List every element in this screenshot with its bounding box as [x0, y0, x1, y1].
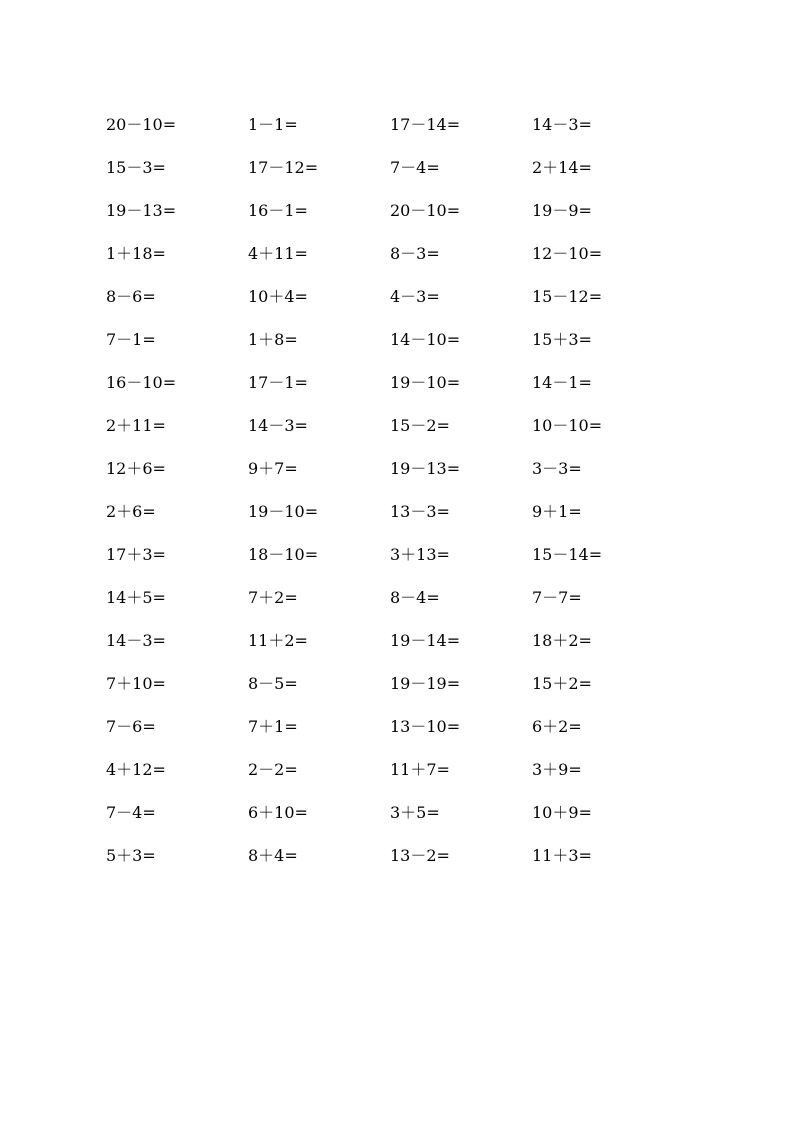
- math-problem: 14－10=: [390, 329, 461, 349]
- math-problem: 12－10=: [532, 243, 603, 263]
- problem-row: [106, 791, 706, 834]
- math-problem: 10＋9=: [532, 802, 592, 822]
- math-problem: 4＋12=: [106, 759, 166, 779]
- math-problem: 17－14=: [390, 114, 461, 134]
- problem-row: [106, 404, 706, 447]
- math-problem: 16－1=: [248, 200, 308, 220]
- math-problem: 14－3=: [532, 114, 592, 134]
- problem-row: [106, 834, 706, 877]
- problem-row: [106, 189, 706, 232]
- math-problem: 13－10=: [390, 716, 461, 736]
- math-problem: 3－3=: [532, 458, 582, 478]
- problem-row: [106, 318, 706, 361]
- math-problem: 8＋4=: [248, 845, 298, 865]
- math-problem: 8－3=: [390, 243, 440, 263]
- math-problem: 1＋8=: [248, 329, 298, 349]
- math-problem: 18＋2=: [532, 630, 592, 650]
- arithmetic-worksheet: [106, 103, 706, 877]
- math-problem: 19－14=: [390, 630, 461, 650]
- math-problem: 10－10=: [532, 415, 603, 435]
- math-problem: 2＋6=: [106, 501, 156, 521]
- math-problem: 5＋3=: [106, 845, 156, 865]
- math-problem: 19－13=: [390, 458, 461, 478]
- math-problem: 3＋9=: [532, 759, 582, 779]
- math-problem: 15－12=: [532, 286, 603, 306]
- math-problem: 19－19=: [390, 673, 461, 693]
- problem-row: [106, 619, 706, 662]
- problem-row: [106, 103, 706, 146]
- math-problem: 17－12=: [248, 157, 319, 177]
- math-problem: 2＋11=: [106, 415, 166, 435]
- math-problem: 13－3=: [390, 501, 450, 521]
- problem-row: [106, 748, 706, 791]
- math-problem: 1＋18=: [106, 243, 166, 263]
- math-problem: 7＋2=: [248, 587, 298, 607]
- math-problem: 9＋7=: [248, 458, 298, 478]
- math-problem: 14－3=: [248, 415, 308, 435]
- math-problem: 15－3=: [106, 157, 166, 177]
- math-problem: 2＋14=: [532, 157, 592, 177]
- problem-row: [106, 447, 706, 490]
- problem-row: [106, 490, 706, 533]
- math-problem: 10＋4=: [248, 286, 308, 306]
- math-problem: 7－4=: [390, 157, 440, 177]
- math-problem: 13－2=: [390, 845, 450, 865]
- math-problem: 14－1=: [532, 372, 592, 392]
- math-problem: 6＋10=: [248, 802, 308, 822]
- math-problem: 15－2=: [390, 415, 450, 435]
- math-problem: 14＋5=: [106, 587, 166, 607]
- math-problem: 2－2=: [248, 759, 298, 779]
- problem-row: [106, 533, 706, 576]
- math-problem: 8－4=: [390, 587, 440, 607]
- problem-row: [106, 576, 706, 619]
- math-problem: 7－4=: [106, 802, 156, 822]
- math-problem: 19－13=: [106, 200, 177, 220]
- math-problem: 15＋3=: [532, 329, 592, 349]
- math-problem: 4＋11=: [248, 243, 308, 263]
- math-problem: 15－14=: [532, 544, 603, 564]
- math-problem: 7＋1=: [248, 716, 298, 736]
- math-problem: 17＋3=: [106, 544, 166, 564]
- math-problem: 7＋10=: [106, 673, 166, 693]
- math-problem: 11＋2=: [248, 630, 308, 650]
- math-problem: 7－7=: [532, 587, 582, 607]
- math-problem: 7－1=: [106, 329, 156, 349]
- problem-row: [106, 662, 706, 705]
- math-problem: 11＋7=: [390, 759, 450, 779]
- math-problem: 1－1=: [248, 114, 298, 134]
- math-problem: 3＋5=: [390, 802, 440, 822]
- math-problem: 8－6=: [106, 286, 156, 306]
- math-problem: 19－9=: [532, 200, 592, 220]
- math-problem: 19－10=: [248, 501, 319, 521]
- math-problem: 11＋3=: [532, 845, 592, 865]
- problem-row: [106, 275, 706, 318]
- math-problem: 17－1=: [248, 372, 308, 392]
- math-problem: 9＋1=: [532, 501, 582, 521]
- problem-row: [106, 146, 706, 189]
- math-problem: 6＋2=: [532, 716, 582, 736]
- math-problem: 14－3=: [106, 630, 166, 650]
- math-problem: 20－10=: [106, 114, 177, 134]
- math-problem: 3＋13=: [390, 544, 450, 564]
- math-problem: 7－6=: [106, 716, 156, 736]
- math-problem: 18－10=: [248, 544, 319, 564]
- problem-row: [106, 705, 706, 748]
- math-problem: 20－10=: [390, 200, 461, 220]
- math-problem: 16－10=: [106, 372, 177, 392]
- math-problem: 8－5=: [248, 673, 298, 693]
- math-problem: 12＋6=: [106, 458, 166, 478]
- math-problem: 4－3=: [390, 286, 440, 306]
- problem-row: [106, 361, 706, 404]
- math-problem: 15＋2=: [532, 673, 592, 693]
- problem-row: [106, 232, 706, 275]
- math-problem: 19－10=: [390, 372, 461, 392]
